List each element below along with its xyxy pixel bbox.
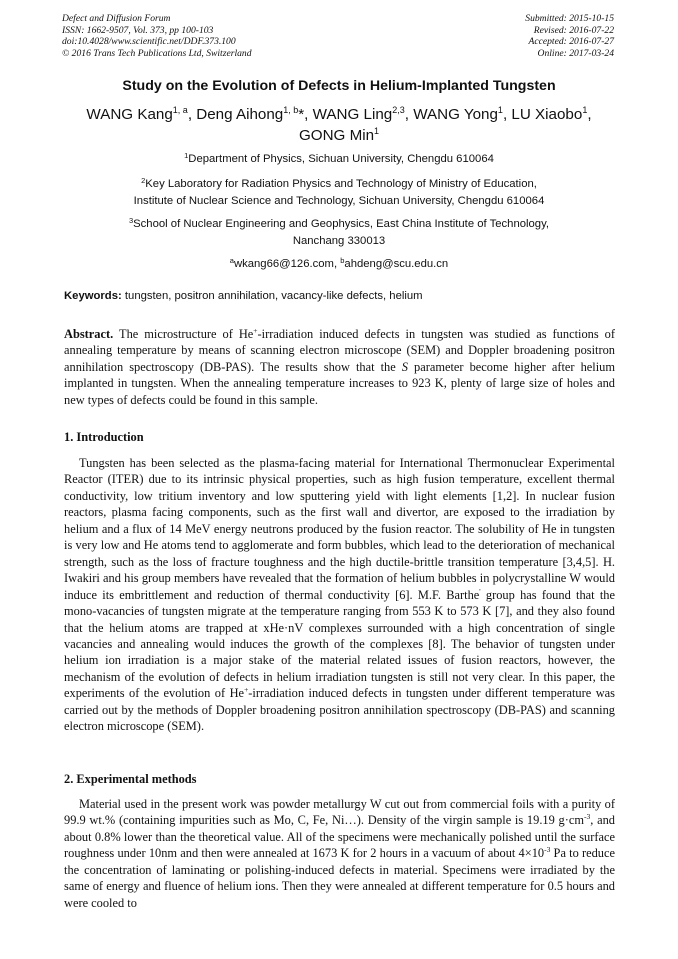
intro-sup: ' xyxy=(479,586,481,596)
section-heading-introduction: 1. Introduction xyxy=(64,430,144,444)
author-affil-sup: 1 xyxy=(497,105,503,115)
keywords xyxy=(64,290,624,302)
author-affil-sup: 2,3 xyxy=(392,105,405,115)
abstract-text: parameter become higher after helium implanted in tungsten. When the annealing temperature increases to 923 K, plenty of large size of holes and new types of defects could be found in this sample. xyxy=(64,359,615,407)
intro-text: -irradiation induced defects in tungsten under different temperature was carried out by the methods of Doppler broadening positron annihilation spectroscopy (DB-PAS) and scanning electron microscope (SEM). xyxy=(64,686,615,734)
date-revised: Revised: 2016-07-22 xyxy=(533,24,614,36)
abstract-label: Abstract. xyxy=(64,327,114,341)
intro-sup: + xyxy=(244,685,249,695)
methods-sup: -3 xyxy=(584,812,591,822)
author-affil-sup: 1, a xyxy=(172,105,188,115)
affiliation-sup: 2 xyxy=(141,176,146,185)
abstract-sup: + xyxy=(253,326,258,335)
affiliation-3 xyxy=(60,216,618,249)
methods-text: Pa to reduce the concentration of laminating or polishing-induced defects in material. Specimens were irradiated by the same of energy and fluence of helium ions. Then they were annealed at different temperature for 0.5 hours and were cooled to xyxy=(64,846,615,910)
intro-text: Tungsten has been selected as the plasma-facing material for International Thermonuclear Experimental Reactor (ITER) due to its intrinsic physical properties, such as high fusion temperature, excellent thermal conductivity, low tritium inventory and low sputtering yield with light elements [1,2]. In nuclear fusion reactors, plasma facing components, such as the first wall and divertor, are exposed to the irradiation by helium and a flux of 14 MeV energy neutrons produced by the fusion reactor. The solubility of He in tungsten is very low and He atoms tend to agglomerate and form bubbles, which lead to the deterioration of mechanical strength, such as the loss of fracture toughness and the high ductile-brittle transition temperature [3,4,5]. H. Iwakiri and his group members have revealed that the formation of helium bubbles in polycrystalline W would induce its embrittlement and reduction of thermal conductivity [6]. M.F. Barthe xyxy=(64,456,615,602)
paper-title: Study on the Evolution of Defects in Helium-Implanted Tungsten xyxy=(122,78,556,94)
author-sep: , xyxy=(502,106,512,123)
affiliation-2 xyxy=(60,176,618,209)
affiliation-text: Department of Physics, Sichuan University, Chengdu 610064 xyxy=(188,153,494,165)
abstract-text: The microstructure of He xyxy=(119,327,254,341)
author-name: WANG Kang xyxy=(86,106,173,123)
methods-text: , and about 0.8% lower than the theoretical value. All of the specimens were mechanically polished until the surface roughness under 10nm and then were annealed at 1673 K for 2 hours in a vacuum of about 4×10 xyxy=(64,813,615,861)
journal-issn: ISSN: 1662-9507, Vol. 373, pp 100-103 xyxy=(62,24,214,36)
author-name: WANG Ling xyxy=(312,106,393,123)
journal-doi: doi:10.4028/www.scientific.net/DDF.373.100 xyxy=(62,36,236,48)
methods-paragraph xyxy=(64,796,615,911)
abstract-text: -irradiation induced defects in tungsten was studied as functions of annealing temperature by means of scanning electron microscope (SEM) and Doppler broadening positron annihilation spectroscopy (DB-PAS). The results show that the xyxy=(64,327,615,374)
email-link[interactable]: wkang66@126.com, xyxy=(233,258,341,270)
section-heading-methods: 2. Experimental methods xyxy=(64,772,197,786)
intro-text: group has found that the mono-vacancies of tungsten migrate at the temperature ranging from 553 K to 573 K [7], and they also found that the helium atoms are trapped at xHe·nV complexes surrounded with a high concentration of single vacancies and annealing would induces the growth of the complexes [8]. The behavior of tungsten under helium ion irradiation is a major stake of the material related issues of fusion reactors, however, the mechanism of the evolution of defects in helium irradiation tungsten is still not very clear. In this paper, the experiments of the evolution of He xyxy=(64,587,615,701)
keywords-text: tungsten, positron annihilation, vacancy-like defects, helium xyxy=(124,290,423,302)
affiliation-text: School of Nuclear Engineering and Geophysics, East China Institute of Technology, xyxy=(133,218,550,230)
author-affil-sup: 1, b xyxy=(283,105,299,115)
affiliation-sup: 1 xyxy=(184,151,189,160)
affiliation-text: Nanchang 330013 xyxy=(292,234,386,247)
author-affil-sup: 1 xyxy=(582,105,588,115)
author-affil-sup: 1 xyxy=(374,126,380,136)
journal-copyright: © 2016 Trans Tech Publications Ltd, Switzerland xyxy=(62,47,252,59)
abstract-italic: S xyxy=(401,359,408,374)
email-sup: b xyxy=(340,256,345,265)
keywords-label: Keywords: xyxy=(64,290,122,302)
affiliation-sup: 3 xyxy=(128,216,134,225)
journal-header xyxy=(62,13,252,59)
methods-text: Material used in the present work was powder metallurgy W cut out from commercial foils with a purity of 99.9 wt.% (containing impurities such as Mo, C, Fe, Ni…). Density of the virgin sample is 19.19 g·cm xyxy=(64,797,615,828)
author-sep: , xyxy=(404,106,414,123)
author-name: WANG Yong xyxy=(413,106,498,123)
author-sep: , xyxy=(187,106,197,123)
email-link[interactable]: ahdeng@scu.edu.cn xyxy=(344,258,449,270)
dates-header xyxy=(525,13,614,59)
methods-sup: -3 xyxy=(544,845,551,855)
author-emails xyxy=(60,256,618,273)
author-sep: *, xyxy=(298,106,313,123)
date-submitted: Submitted: 2015-10-15 xyxy=(525,13,614,24)
abstract xyxy=(64,326,615,408)
affiliation-1 xyxy=(60,151,618,168)
affiliation-text: Institute of Nuclear Science and Technology, Sichuan University, Chengdu 610064 xyxy=(133,194,545,207)
author-sep: , xyxy=(587,106,592,123)
author-name: LU Xiaobo xyxy=(511,106,583,123)
email-sup: a xyxy=(229,256,234,265)
author-name: Deng Aihong xyxy=(196,106,284,123)
date-online: Online: 2017-03-24 xyxy=(537,47,614,59)
author-name: GONG Min xyxy=(298,127,375,144)
date-accepted: Accepted: 2016-07-27 xyxy=(528,36,614,48)
introduction-paragraph xyxy=(64,455,615,735)
author-list xyxy=(40,104,638,146)
affiliation-text: Key Laboratory for Radiation Physics and Technology of Ministry of Education, xyxy=(145,178,537,190)
journal-name: Defect and Diffusion Forum xyxy=(62,13,171,24)
